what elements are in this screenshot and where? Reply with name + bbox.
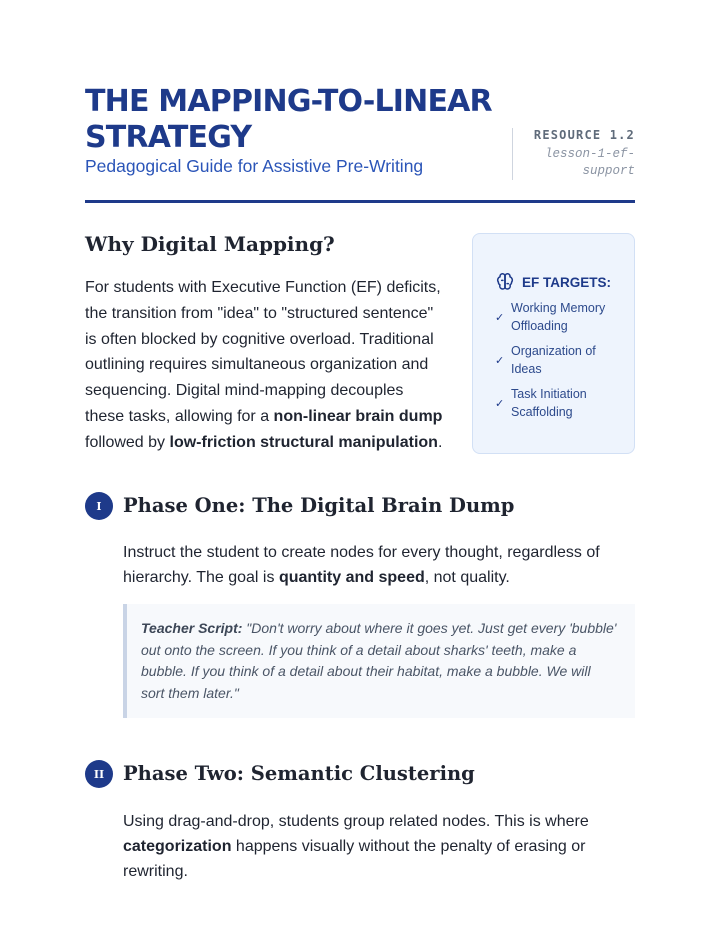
phase-two-text-1: Using drag-and-drop, students group related nodes. This is where xyxy=(123,813,589,830)
ef-target-label: Organization of Ideas xyxy=(511,344,596,376)
ef-target-label: Task Initiation Scaffolding xyxy=(511,387,587,419)
check-icon: ✓ xyxy=(495,355,505,367)
ef-target-label: Working Memory Offloading xyxy=(511,301,606,333)
phase-number-badge: II xyxy=(85,760,113,788)
ef-targets-title: EF TARGETS: xyxy=(522,274,611,290)
brain-icon xyxy=(495,272,515,292)
phase-one-paragraph xyxy=(85,540,635,590)
intro-bold-1: non-linear brain dump xyxy=(273,407,443,425)
intro-section xyxy=(85,232,635,462)
page-title: THE MAPPING-TO-LINEAR STRATEGY xyxy=(85,84,492,155)
intro-text-1: For students with Executive Function (EF) deficits, the transition from "idea" to "structured sentence" is often blocked by cognitive overload. Traditional outlining requires simultaneous organization and sequencing. Digital mind-mapping decouples these tasks, allowing for a xyxy=(85,279,441,425)
ef-targets-header xyxy=(495,271,611,293)
ef-targets-panel xyxy=(472,233,635,454)
list-item xyxy=(495,300,625,335)
header-divider xyxy=(85,200,635,203)
page-subtitle: Pedagogical Guide for Assistive Pre-Writing xyxy=(85,156,424,176)
teacher-script-text: "Don't worry about where it goes yet. Just get every 'bubble' out onto the screen. If you think of a detail about sharks' teeth, make a bubble. If you think of a detail about their habitat, make a bubble. We will sort them later." xyxy=(141,620,617,701)
phase-two-text-2: happens visually without the penalty of erasing or rewriting. xyxy=(123,838,586,880)
phase-one-title: Phase One: The Digital Brain Dump xyxy=(123,494,515,517)
intro-bold-2: low-friction structural manipulation xyxy=(169,433,438,451)
phase-two-bold: categorization xyxy=(123,838,232,855)
phase-two-section xyxy=(85,757,635,887)
phase-two-title: Phase Two: Semantic Clustering xyxy=(123,762,475,785)
list-item xyxy=(495,343,625,378)
phase-one-section xyxy=(85,489,635,729)
phase-one-bold: quantity and speed xyxy=(278,569,425,586)
intro-text-3: . xyxy=(437,433,443,451)
intro-heading: Why Digital Mapping? xyxy=(85,232,335,256)
intro-text-2: followed by xyxy=(85,433,170,451)
phase-two-paragraph xyxy=(85,809,635,884)
list-item xyxy=(495,386,625,421)
teacher-script-callout xyxy=(123,604,635,718)
teacher-script-label: Teacher Script: xyxy=(141,620,243,636)
document-header xyxy=(85,0,635,205)
ef-targets-list xyxy=(495,300,625,429)
resource-label: RESOURCE 1.2 xyxy=(533,128,635,142)
phase-one-text-1: Instruct the student to create nodes for every thought, regardless of hierarchy. The goal is xyxy=(123,544,600,586)
phase-two-header xyxy=(85,757,635,791)
intro-paragraph xyxy=(85,275,445,456)
phase-one-header xyxy=(85,489,635,523)
phase-number-badge: I xyxy=(85,492,113,520)
resource-info xyxy=(512,128,635,180)
document-page xyxy=(85,0,635,880)
phase-one-text-2: , not quality. xyxy=(424,569,510,586)
resource-code: lesson-1-ef-support xyxy=(544,147,635,178)
check-icon: ✓ xyxy=(495,312,505,324)
check-icon: ✓ xyxy=(495,398,505,410)
